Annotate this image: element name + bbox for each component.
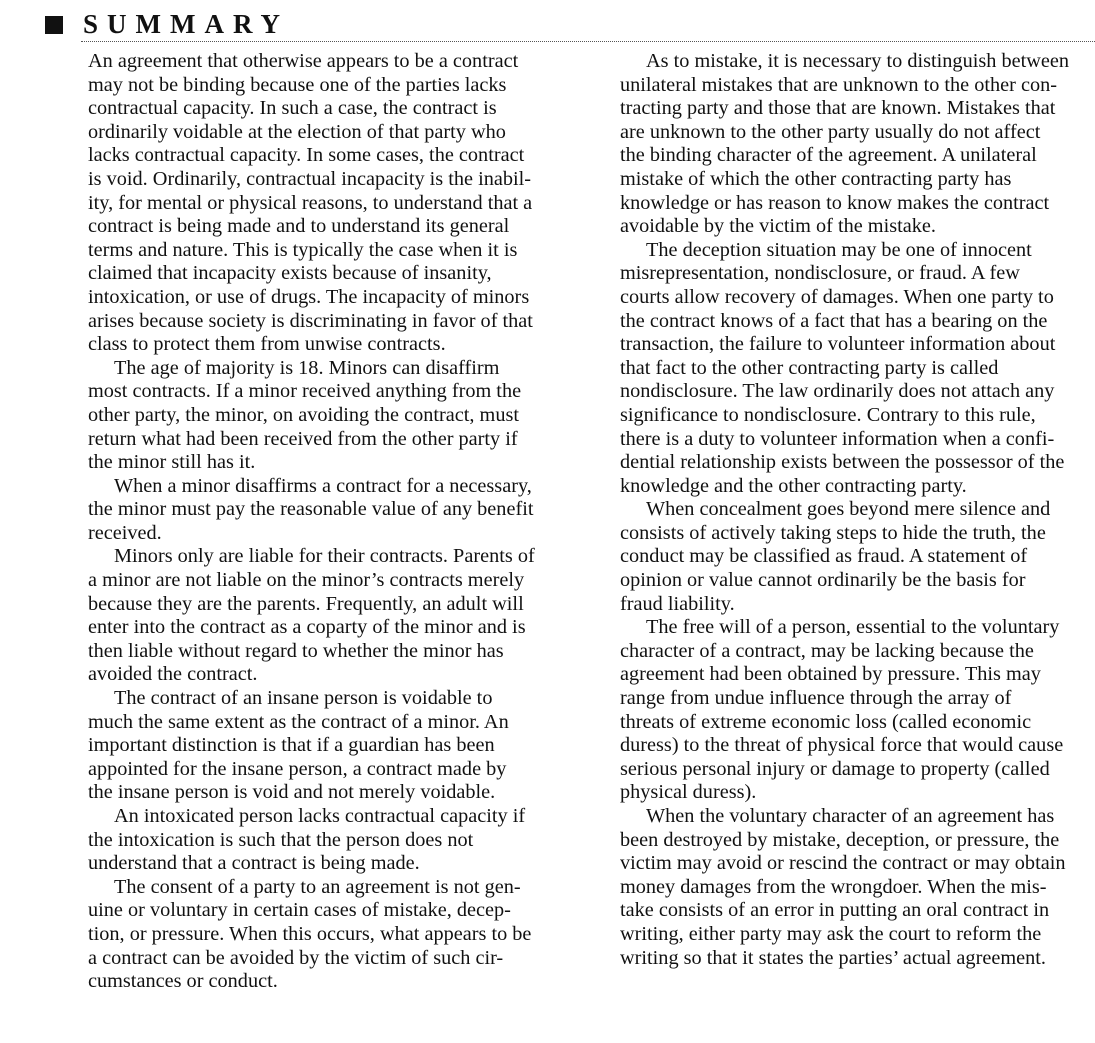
text-line: ity, for mental or physical reasons, to understand that a	[88, 191, 533, 214]
right-text-column	[620, 50, 1095, 970]
text-line: tracting party and those that are known. Mistakes that	[620, 97, 1056, 120]
text-line: knowledge and the other contracting party.	[620, 474, 967, 497]
text-line: enter into the contract as a coparty of the minor and is	[88, 616, 526, 639]
text-line: avoidable by the victim of the mistake.	[620, 215, 936, 238]
text-line: the minor must pay the reasonable value of any benefit	[88, 498, 534, 521]
text-line: character of a contract, may be lacking because the	[620, 639, 1034, 662]
section-title: SUMMARY	[83, 9, 290, 39]
text-line: misrepresentation, nondisclosure, or fraud. A few	[620, 262, 1020, 285]
text-line: courts allow recovery of damages. When one party to	[620, 285, 1054, 308]
text-line: contract is being made and to understand its general	[88, 215, 510, 238]
text-line: fraud liability.	[620, 592, 735, 615]
text-line: important distinction is that if a guardian has been	[88, 734, 495, 757]
text-line: physical duress).	[620, 781, 757, 804]
paragraph-first-line: The age of majority is 18. Minors can disaffirm	[114, 356, 500, 379]
text-line: other party, the minor, on avoiding the contract, must	[88, 403, 519, 426]
text-line: dential relationship exists between the possessor of the	[620, 451, 1065, 474]
paragraph-first-line: As to mistake, it is necessary to distinguish between	[646, 50, 1070, 72]
text-line: victim may avoid or rescind the contract or may obtain	[620, 852, 1066, 875]
text-line: the intoxication is such that the person does not	[88, 828, 474, 851]
text-line: cumstances or conduct.	[88, 970, 278, 993]
paragraph-first-line: The deception situation may be one of innocent	[646, 238, 1032, 261]
text-line: been destroyed by mistake, deception, or pressure, the	[620, 828, 1060, 851]
text-line: the insane person is void and not merely voidable.	[88, 781, 496, 804]
text-line: there is a duty to volunteer information when a confi-	[620, 427, 1055, 450]
text-line: most contracts. If a minor received anything from the	[88, 380, 522, 403]
text-line: uine or voluntary in certain cases of mistake, decep-	[88, 899, 511, 922]
text-line: the binding character of the agreement. A unilateral	[620, 144, 1037, 167]
text-line: the minor still has it.	[88, 451, 256, 474]
text-line: intoxication, or use of drugs. The incapacity of minors	[88, 285, 530, 308]
text-line: transaction, the failure to volunteer information about	[620, 333, 1056, 356]
black-square-bullet-icon	[45, 16, 63, 34]
text-line: then liable without regard to whether the minor has	[88, 639, 504, 662]
text-line: are unknown to the other party usually do not affect	[620, 120, 1041, 143]
text-line: conduct may be classified as fraud. A statement of	[620, 545, 1028, 568]
text-line: knowledge or has reason to know makes the contract	[620, 191, 1050, 214]
text-line: range from undue influence through the array of	[620, 687, 1012, 710]
dotted-divider	[81, 41, 1095, 42]
text-line: nondisclosure. The law ordinarily does not attach any	[620, 380, 1055, 403]
text-line: agreement had been obtained by pressure. This may	[620, 663, 1041, 686]
text-line: is void. Ordinarily, contractual incapacity is the inabil-	[88, 167, 532, 190]
text-line: understand that a contract is being made.	[88, 852, 420, 875]
text-line: writing, either party may ask the court to reform the	[620, 922, 1042, 945]
text-line: writing so that it states the parties’ actual agreement.	[620, 946, 1046, 969]
paragraph-first-line: The contract of an insane person is voidable to	[114, 687, 493, 710]
text-line: terms and nature. This is typically the case when it is	[88, 238, 518, 261]
text-line: mistake of which the other contracting party has	[620, 167, 1012, 190]
paragraph-first-line: The free will of a person, essential to the voluntary	[646, 616, 1060, 639]
text-line: class to protect them from unwise contracts.	[88, 333, 446, 356]
text-line: serious personal injury or damage to property (called	[620, 757, 1050, 780]
text-line: consists of actively taking steps to hide the truth, the	[620, 521, 1046, 544]
text-line: much the same extent as the contract of a minor. An	[88, 710, 509, 733]
text-line: a minor are not liable on the minor’s contracts merely	[88, 569, 525, 592]
text-line: may not be binding because one of the parties lacks	[88, 73, 507, 96]
section-header	[0, 0, 1095, 44]
text-line: a contract can be avoided by the victim of such cir-	[88, 946, 504, 969]
paragraph-first-line: When the voluntary character of an agreement has	[646, 805, 1055, 827]
paragraph-first-line: The consent of a party to an agreement is not gen-	[114, 875, 521, 898]
text-line: opinion or value cannot ordinarily be the basis for	[620, 569, 1026, 592]
text-line: return what had been received from the other party if	[88, 427, 518, 450]
text-line: tion, or pressure. When this occurs, what appears to be	[88, 922, 532, 945]
text-line: significance to nondisclosure. Contrary to this rule,	[620, 403, 1036, 426]
left-text-column	[88, 50, 568, 994]
text-line: avoided the contract.	[88, 663, 258, 686]
text-line: money damages from the wrongdoer. When the mis-	[620, 875, 1047, 898]
text-line: An agreement that otherwise appears to be a contract	[88, 50, 519, 72]
paragraph-first-line: An intoxicated person lacks contractual capacity if	[114, 805, 526, 827]
text-line: claimed that incapacity exists because of insanity,	[88, 262, 492, 285]
paragraph-first-line: When concealment goes beyond mere silence and	[646, 498, 1051, 521]
text-line: appointed for the insane person, a contract made by	[88, 757, 507, 780]
text-line: contractual capacity. In such a case, the contract is	[88, 97, 497, 120]
text-line: lacks contractual capacity. In some cases, the contract	[88, 144, 525, 167]
paragraph-first-line: When a minor disaffirms a contract for a necessary,	[114, 474, 532, 497]
text-line: ordinarily voidable at the election of that party who	[88, 120, 506, 143]
text-line: received.	[88, 521, 162, 544]
paragraph-first-line: Minors only are liable for their contracts. Parents of	[114, 545, 535, 568]
text-line: threats of extreme economic loss (called economic	[620, 710, 1032, 733]
text-line: the contract knows of a fact that has a bearing on the	[620, 309, 1048, 332]
text-line: arises because society is discriminating in favor of that	[88, 309, 533, 332]
text-line: duress) to the threat of physical force that would cause	[620, 734, 1064, 757]
text-line: unilateral mistakes that are unknown to the other con-	[620, 73, 1058, 96]
text-line: that fact to the other contracting party is called	[620, 356, 999, 379]
text-line: because they are the parents. Frequently, an adult will	[88, 592, 524, 615]
text-line: take consists of an error in putting an oral contract in	[620, 899, 1050, 922]
